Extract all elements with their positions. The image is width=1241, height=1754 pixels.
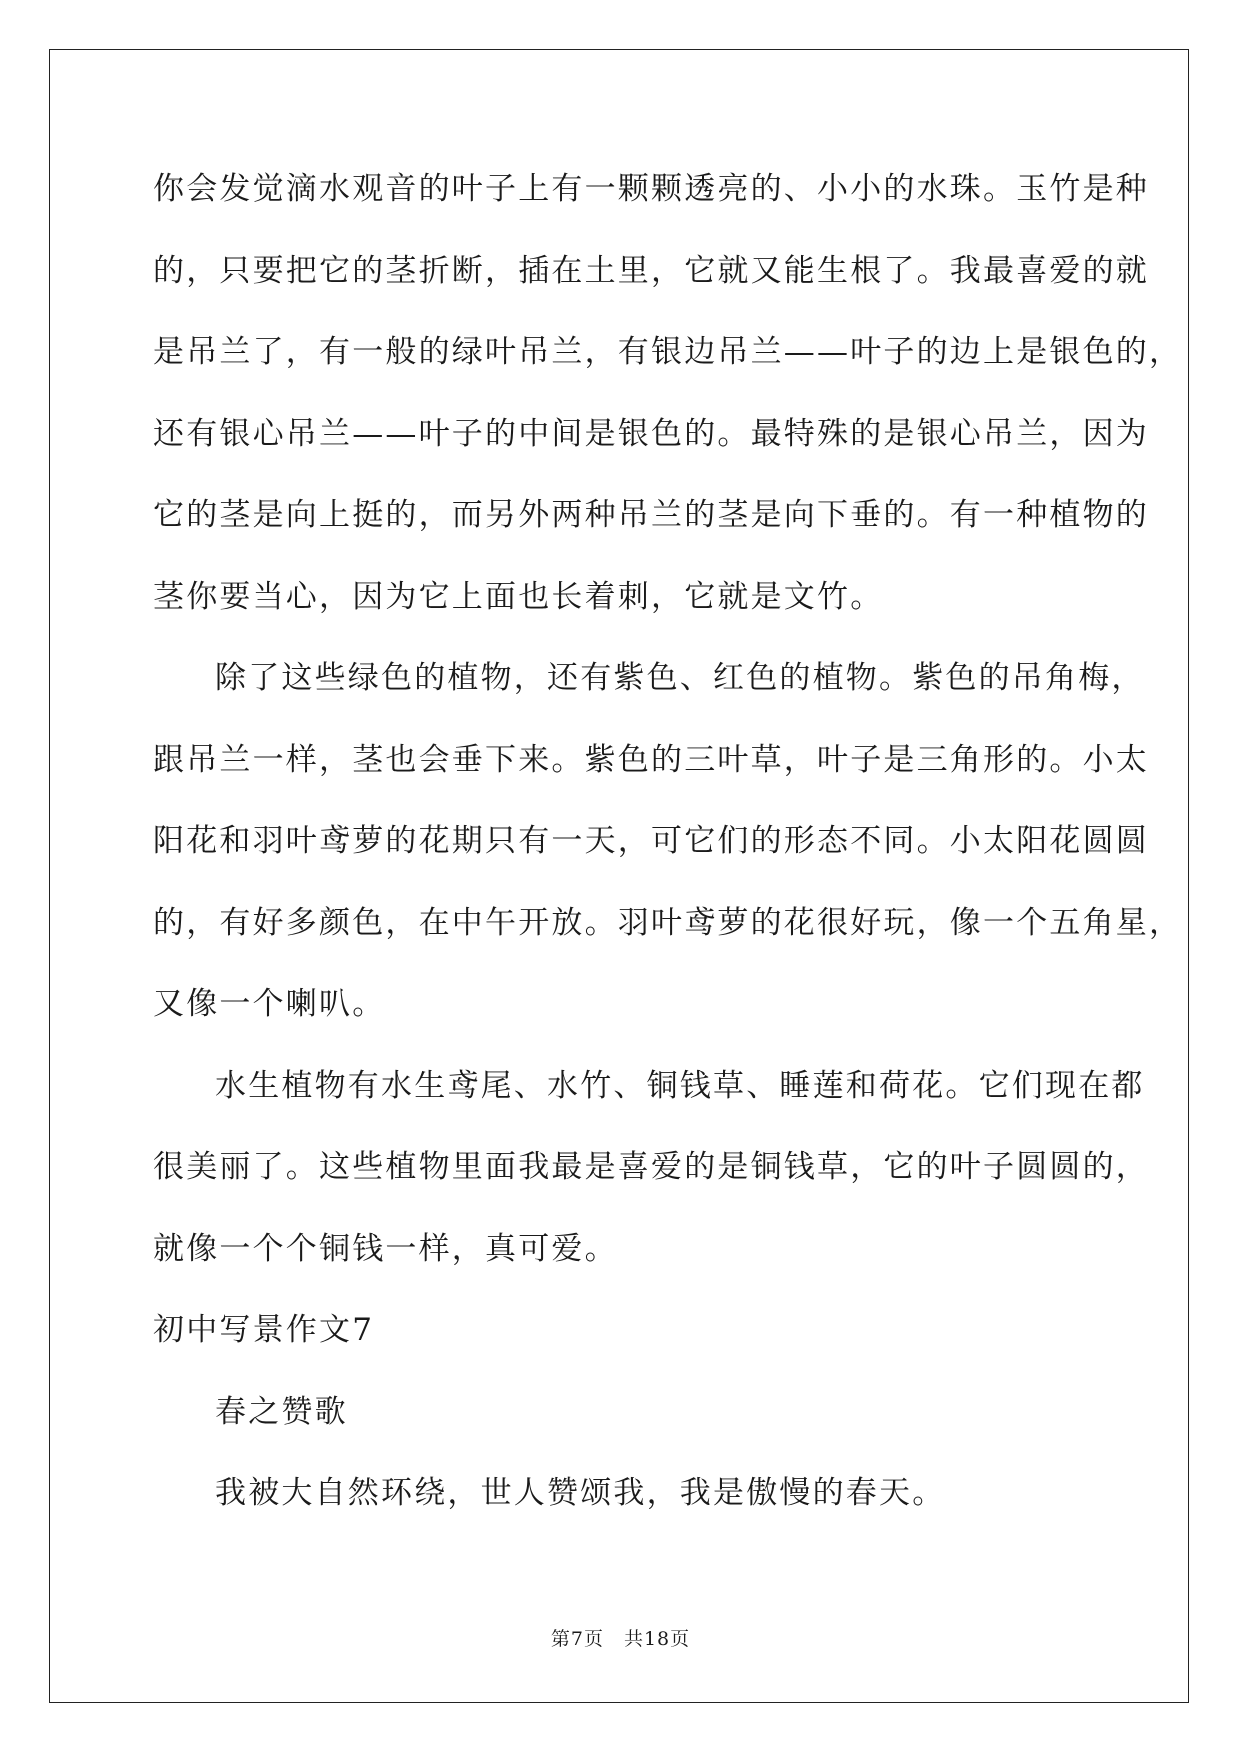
paragraph-2-line-2: 跟吊兰一样，茎也会垂下来。紫色的三叶草，叶子是三角形的。小太	[153, 742, 1149, 778]
paragraph-4-line-1: 我被大自然环绕，世人赞颂我，我是傲慢的春天。	[215, 1475, 946, 1511]
paragraph-1-line-2: 的，只要把它的茎折断，插在土里，它就又能生根了。我最喜爱的就	[153, 253, 1149, 289]
paragraph-3-line-2: 很美丽了。这些植物里面我最是喜爱的是铜钱草，它的叶子圆圆的，	[153, 1149, 1149, 1185]
paragraph-2-line-5: 又像一个喇叭。	[153, 986, 386, 1022]
paragraph-2-line-3: 阳花和羽叶鸢萝的花期只有一天，可它们的形态不同。小太阳花圆圆	[153, 823, 1149, 859]
paragraph-2-line-4: 的，有好多颜色，在中午开放。羽叶鸢萝的花很好玩，像一个五角星，	[153, 905, 1183, 941]
paragraph-1-line-3: 是吊兰了，有一般的绿叶吊兰，有银边吊兰——叶子的边上是银色的，	[153, 334, 1183, 370]
paragraph-1-line-5: 它的茎是向上挺的，而另外两种吊兰的茎是向下垂的。有一种植物的	[153, 497, 1149, 533]
paragraph-1-line-4: 还有银心吊兰——叶子的中间是银色的。最特殊的是银心吊兰，因为	[153, 416, 1149, 452]
paragraph-1-line-1: 你会发觉滴水观音的叶子上有一颗颗透亮的、小小的水珠。玉竹是种	[153, 171, 1149, 207]
essay-title: 春之赞歌	[215, 1394, 348, 1430]
section-heading: 初中写景作文7	[153, 1312, 375, 1348]
paragraph-3-line-1: 水生植物有水生鸢尾、水竹、铜钱草、睡莲和荷花。它们现在都	[215, 1068, 1145, 1104]
paragraph-2-line-1: 除了这些绿色的植物，还有紫色、红色的植物。紫色的吊角梅，	[215, 660, 1145, 696]
page-border	[49, 49, 1189, 1703]
paragraph-3-line-3: 就像一个个铜钱一样，真可爱。	[153, 1231, 618, 1267]
page-number-footer: 第7页 共18页	[550, 1628, 691, 1650]
paragraph-1-line-6: 茎你要当心，因为它上面也长着刺，它就是文竹。	[153, 579, 884, 615]
